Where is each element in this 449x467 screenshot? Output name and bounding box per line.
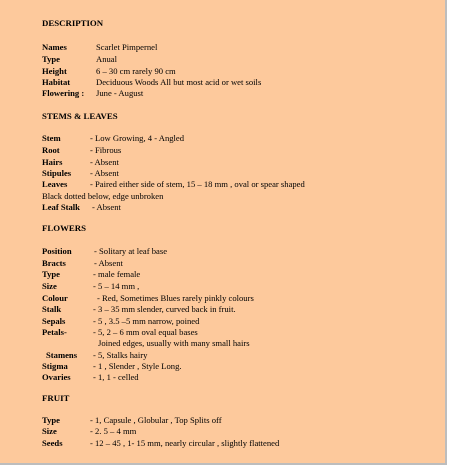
fruit-size-value: - 2. 5 – 4 mm (90, 426, 137, 436)
description-heading: DESCRIPTION (42, 18, 104, 28)
flowering-value: June - August (96, 88, 144, 98)
stipules-value: - Absent (90, 168, 119, 178)
height-label: Height (42, 66, 67, 76)
stem-label: Stem (42, 133, 61, 143)
fruit-type-value: - 1, Capsule , Globular , Top Splits off (90, 415, 222, 425)
flowering-label: Flowering : (42, 88, 85, 98)
leaves-value: - Paired either side of stem, 15 – 18 mm , oval or spear shaped (90, 179, 305, 189)
petals-value: - 5, 2 – 6 mm oval equal bases (93, 327, 198, 337)
stamens-label: Stamens (46, 350, 78, 360)
flower-type-value: - male female (93, 269, 141, 279)
stalk-value: - 3 – 35 mm slender, curved back in fruit. (93, 304, 236, 314)
colour-label: Colour (42, 293, 68, 303)
ovaries-value: - 1, 1 - celled (93, 372, 139, 382)
bracts-label: Bracts (42, 258, 66, 268)
type-label: Type (42, 54, 60, 64)
habitat-label: Habitat (42, 77, 71, 87)
names-value: Scarlet Pimpernel (96, 42, 158, 52)
stem-value: - Low Growing, 4 - Angled (90, 133, 185, 143)
height-value: 6 – 30 cm rarely 90 cm (96, 66, 176, 76)
ovaries-label: Ovaries (42, 372, 71, 382)
leaf-stalk-label: Leaf Stalk (42, 202, 80, 212)
flower-type-label: Type (42, 269, 60, 279)
position-label: Position (42, 246, 72, 256)
fruit-heading: FRUIT (42, 393, 70, 403)
hairs-value: - Absent (90, 157, 119, 167)
leaves-label: Leaves (42, 179, 68, 189)
flowers-heading: FLOWERS (42, 223, 86, 233)
petals-continuation: Joined edges, usually with many small hairs (98, 338, 250, 348)
stamens-value: - 5, Stalks hairy (93, 350, 148, 360)
position-value: - Solitary at leaf base (94, 246, 168, 256)
root-value: - Fibrous (90, 145, 122, 155)
leaf-stalk-value: - Absent (92, 202, 121, 212)
flower-size-value: - 5 – 14 mm , (93, 281, 140, 291)
colour-value: - Red, Sometimes Blues rarely pinkly colours (97, 293, 254, 303)
stigma-value: - 1 , Slender , Style Long. (93, 361, 182, 371)
root-label: Root (42, 145, 60, 155)
stalk-label: Stalk (42, 304, 62, 314)
names-label: Names (42, 42, 67, 52)
fruit-type-label: Type (42, 415, 60, 425)
seeds-value: - 12 – 45 , 1- 15 mm, nearly circular , slightly flattened (90, 438, 280, 448)
flower-size-label: Size (42, 281, 57, 291)
sepals-value: - 5 , 3.5 –5 mm narrow, poined (93, 316, 200, 326)
stigma-label: Stigma (42, 361, 68, 371)
fruit-size-label: Size (42, 426, 57, 436)
stems-leaves-heading: STEMS & LEAVES (42, 111, 118, 121)
leaves-continuation: Black dotted below, edge unbroken (42, 191, 164, 201)
seeds-label: Seeds (42, 438, 63, 448)
hairs-label: Hairs (42, 157, 63, 167)
stipules-label: Stipules (42, 168, 72, 178)
petals-label: Petals- (42, 327, 67, 337)
type-value: Anual (96, 54, 118, 64)
bracts-value: - Absent (94, 258, 123, 268)
habitat-value: Deciduous Woods All but most acid or wet soils (96, 77, 262, 87)
sepals-label: Sepals (42, 316, 66, 326)
